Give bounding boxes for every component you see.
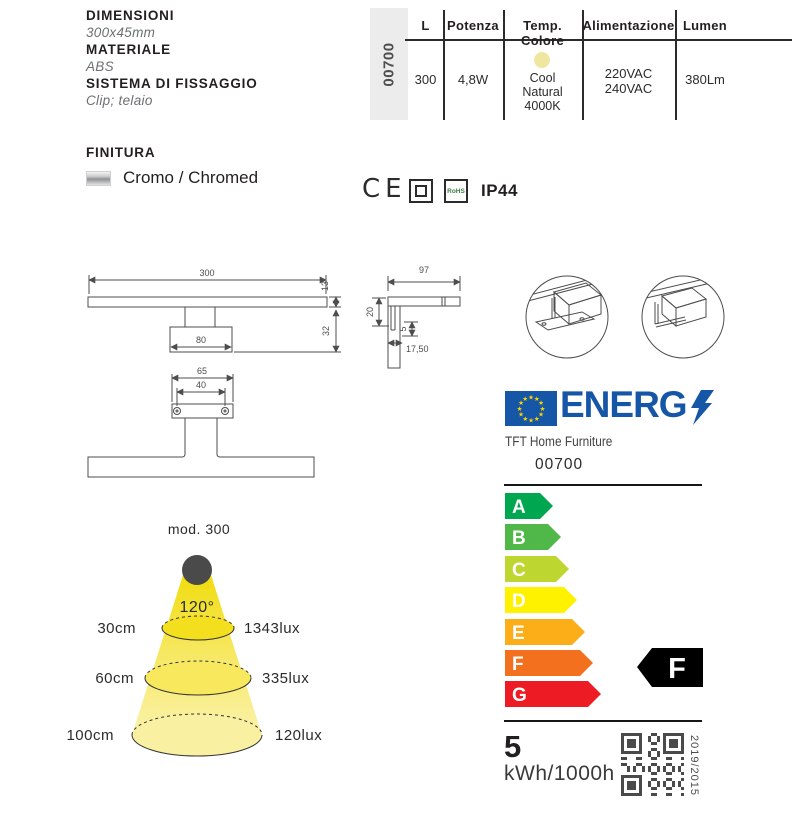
chrome-swatch: [86, 171, 111, 186]
svg-text:A: A: [512, 497, 526, 518]
svg-text:★: ★: [522, 414, 529, 423]
svg-text:F: F: [512, 654, 524, 675]
svg-text:★: ★: [538, 410, 544, 419]
fissaggio-label: SISTEMA DI FISSAGGIO: [86, 76, 258, 91]
cell-length: 300: [414, 72, 437, 87]
class-ii-insulation-icon: [409, 179, 433, 203]
energy-label-divider: [504, 720, 702, 722]
dimensioni-label: DIMENSIONI: [86, 8, 175, 23]
svg-text:★: ★: [539, 404, 546, 413]
energy-class-g: [505, 681, 601, 707]
finitura-value: Cromo / Chromed: [123, 168, 259, 187]
svg-text:17,50: 17,50: [406, 344, 429, 354]
col-header-potenza: Potenza: [447, 18, 499, 33]
lux-label: 335lux: [262, 670, 310, 687]
col-header-alimentazione: Alimentazione: [582, 18, 675, 33]
energy-label-model: 00700: [535, 456, 584, 473]
cell-power: 4,8W: [457, 72, 489, 87]
finitura-label: FINITURA: [86, 145, 156, 160]
energy-class-a: [505, 493, 553, 519]
consumption-unit: kWh/1000h: [504, 762, 615, 785]
energy-label-divider: [504, 484, 702, 486]
photometric-diagram: [60, 518, 350, 770]
cell-voltage-line1: 220VAC: [604, 66, 653, 81]
top-view-drawing: [86, 366, 320, 480]
svg-text:300: 300: [199, 268, 215, 278]
cell-temp-line3: 4000K: [524, 99, 561, 113]
energy-class-b: [505, 524, 561, 550]
eu-flag-icon: [505, 391, 557, 426]
svg-text:20: 20: [365, 306, 375, 318]
materiale-value: ABS: [86, 59, 114, 74]
distance-label: 30cm: [97, 620, 136, 637]
energy-label-brand: TFT Home Furniture: [505, 434, 613, 449]
color-temp-dot: [534, 52, 550, 68]
cell-lumen: 380Lm: [685, 72, 725, 87]
svg-text:80: 80: [195, 335, 207, 345]
energy-rating-arrow: [637, 648, 703, 687]
svg-text:65: 65: [196, 366, 208, 376]
cell-temp-line2: Natural: [522, 85, 563, 99]
lux-label: 1343lux: [244, 620, 301, 637]
svg-text:★: ★: [518, 410, 524, 419]
table-header-divider: [405, 39, 792, 41]
svg-text:★: ★: [533, 394, 540, 403]
product-code: 00700: [380, 41, 398, 87]
svg-text:★: ★: [518, 399, 524, 408]
svg-text:13: 13: [320, 280, 330, 292]
svg-text:B: B: [512, 528, 526, 549]
light-cone: [132, 572, 262, 735]
svg-text:E: E: [512, 623, 525, 644]
product-code-box: [370, 8, 408, 120]
lightning-bolt-icon: [687, 389, 715, 426]
energy-class-c: [505, 556, 569, 582]
svg-text:★: ★: [528, 416, 534, 425]
fissaggio-value: Clip; telaio: [86, 93, 153, 108]
light-source-icon: [182, 555, 212, 585]
svg-text:★: ★: [528, 393, 534, 402]
side-view-drawing: [362, 258, 494, 372]
col-header-l: L: [421, 18, 430, 33]
rohs-icon: RoHS: [444, 179, 468, 203]
dimensioni-value: 300x45mm: [86, 25, 156, 40]
ip-rating: IP44: [481, 181, 518, 200]
regulation-number: 2019/2015: [688, 735, 700, 796]
svg-text:97: 97: [418, 265, 430, 275]
energ-logo-text: ENERG: [560, 384, 687, 425]
energy-class-e: [505, 619, 585, 645]
distance-label: 100cm: [66, 727, 114, 744]
materiale-label: MATERIALE: [86, 42, 171, 57]
front-view-drawing: [78, 258, 344, 376]
cell-temp-line1: Cool: [529, 71, 556, 85]
col-header-lumen: Lumen: [682, 18, 728, 33]
svg-text:★: ★: [533, 414, 540, 423]
consumption-value: 5: [504, 729, 522, 764]
diagram-title: mod. 300: [167, 521, 231, 537]
distance-label: 60cm: [95, 670, 134, 687]
svg-text:32: 32: [321, 325, 331, 337]
ce-mark-icon: CE: [362, 174, 407, 204]
qr-code: [621, 733, 684, 796]
beam-angle: 120°: [179, 599, 215, 616]
svg-text:C: C: [512, 560, 526, 581]
energy-class-d: [505, 587, 577, 613]
svg-text:5: 5: [398, 326, 408, 332]
col-header-temp-colore: Temp. Colore: [521, 18, 564, 48]
svg-text:★: ★: [516, 404, 523, 413]
svg-text:D: D: [512, 591, 526, 612]
svg-text:F: F: [668, 653, 686, 685]
cell-voltage-line2: 240VAC: [604, 81, 653, 96]
svg-text:40: 40: [195, 380, 207, 390]
energy-class-f: [505, 650, 593, 676]
svg-text:★: ★: [538, 399, 544, 408]
svg-text:G: G: [512, 685, 527, 706]
svg-text:★: ★: [522, 394, 529, 403]
mounting-detail-views: [522, 262, 776, 366]
lux-label: 120lux: [275, 727, 323, 744]
